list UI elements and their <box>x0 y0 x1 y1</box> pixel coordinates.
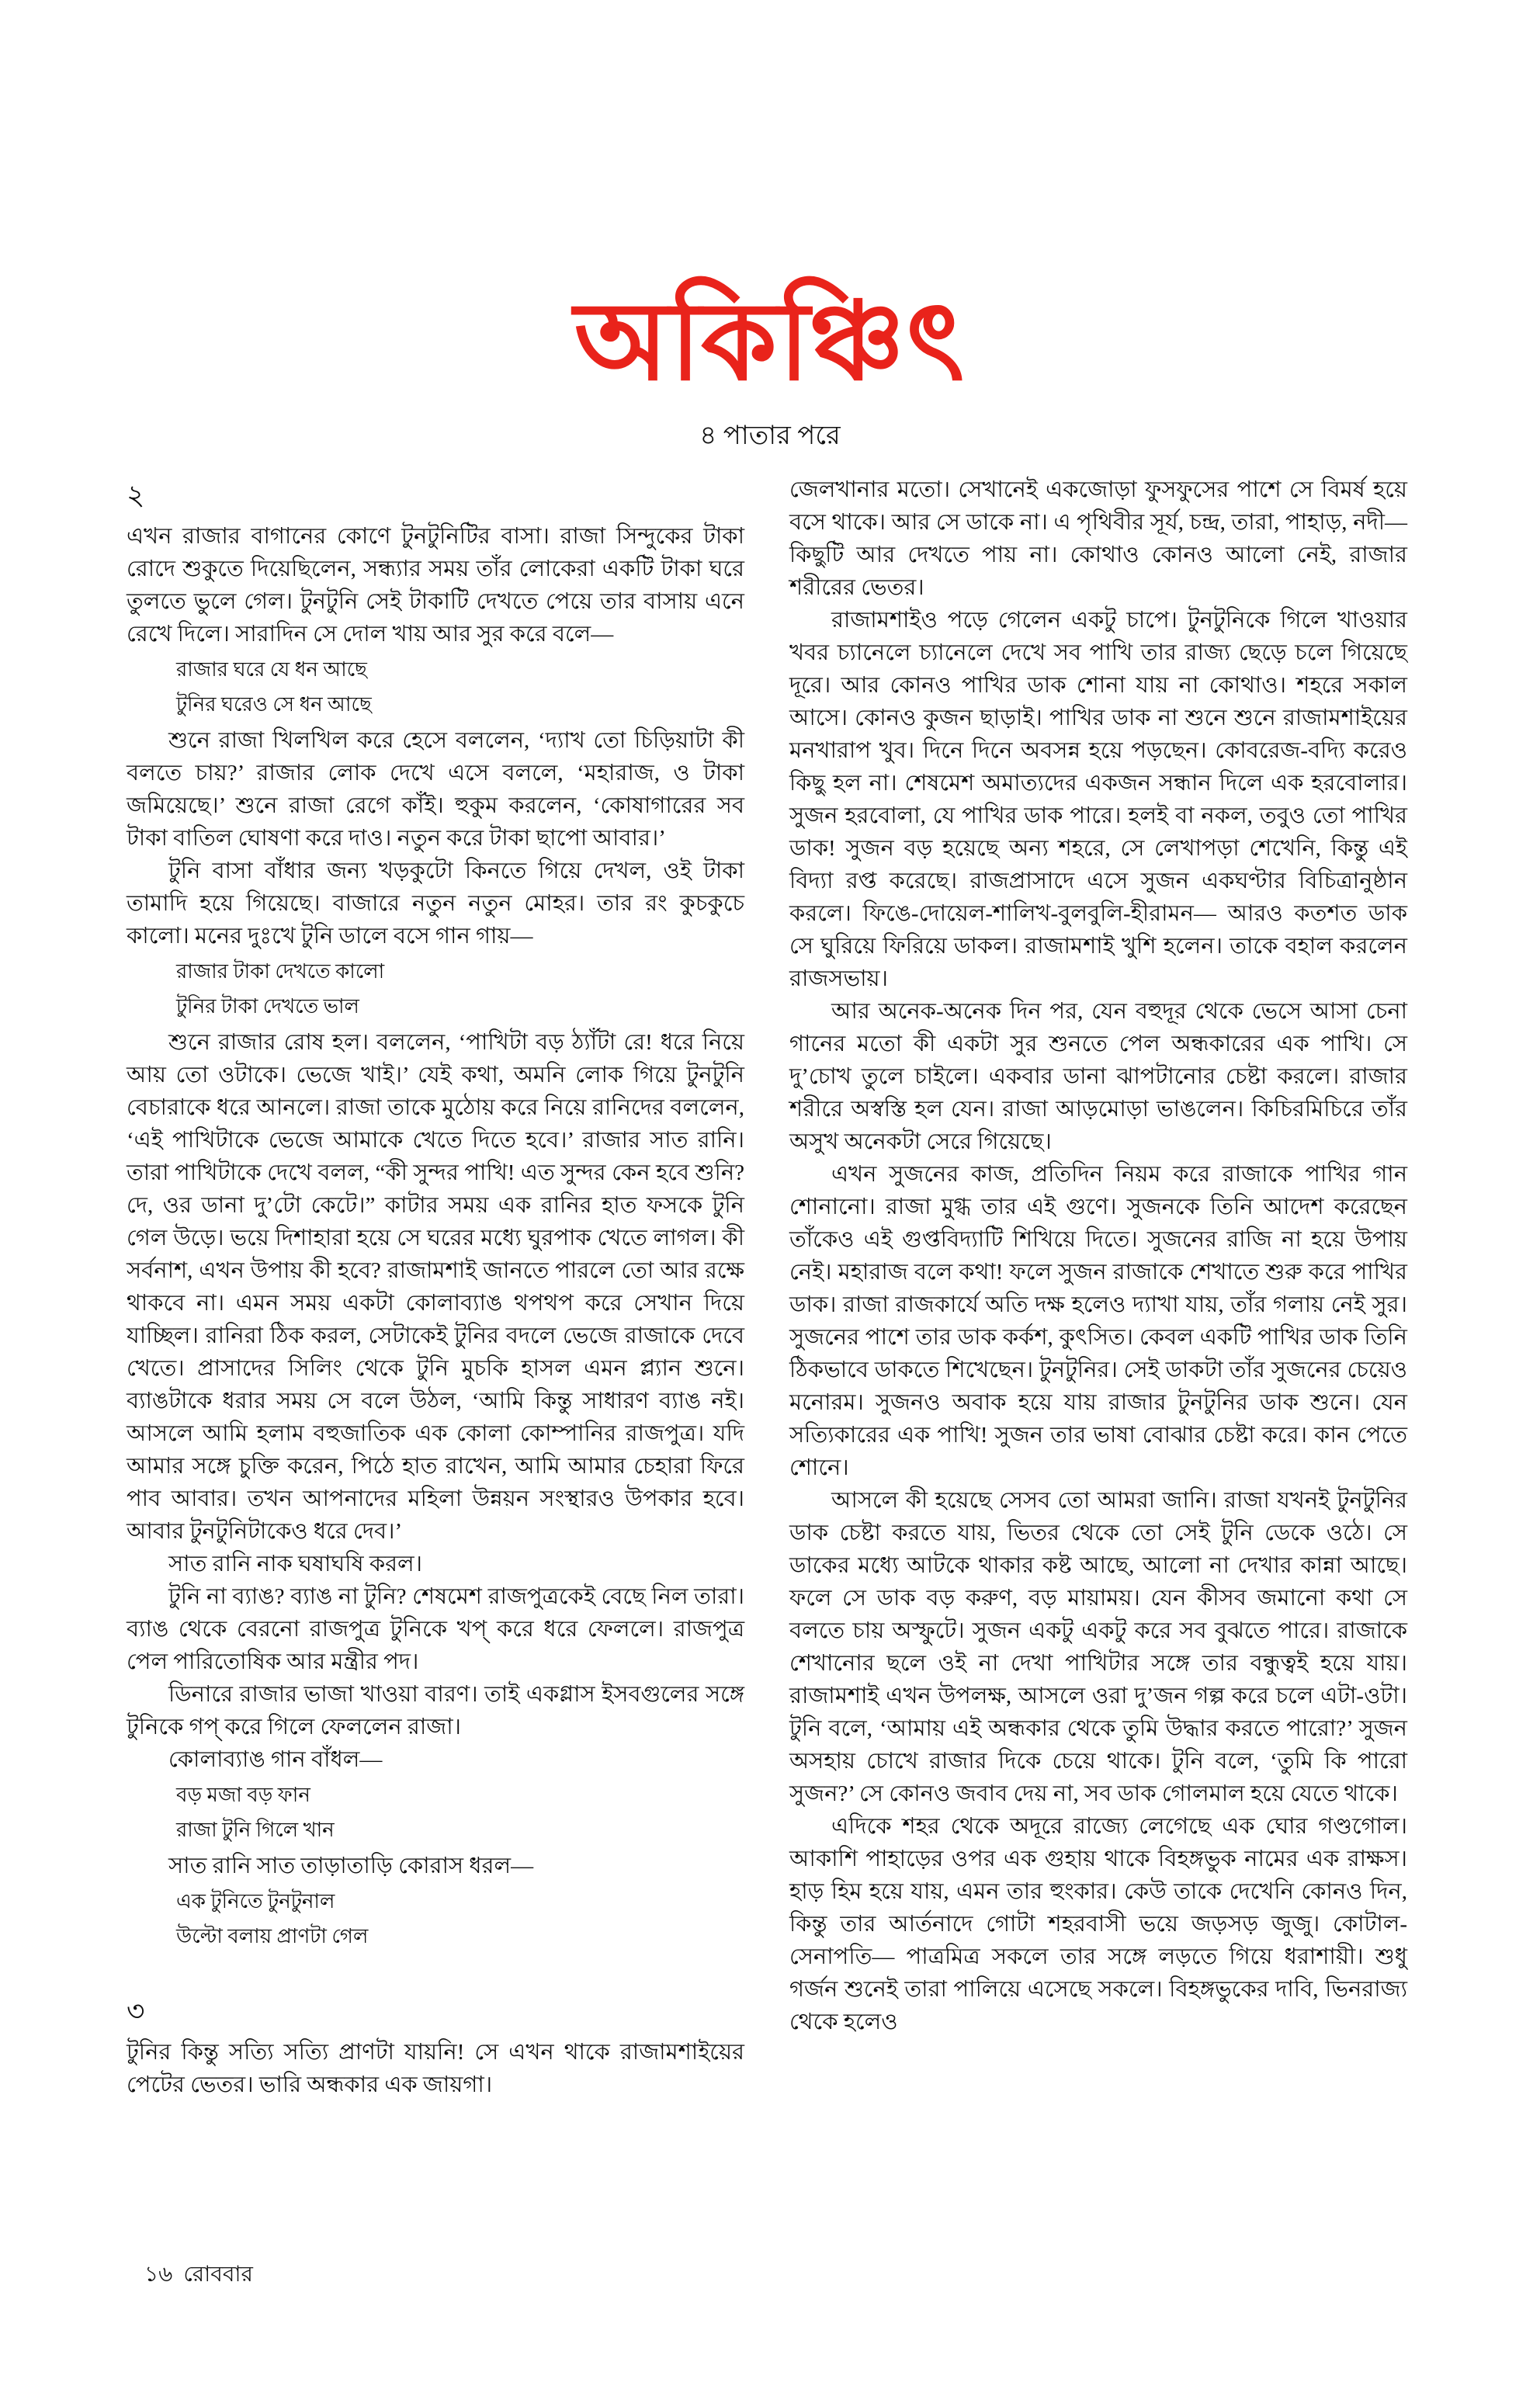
story-paragraph: টুনি বাসা বাঁধার জন্য খড়কুটো কিনতে গিয়ে দেখল, ওই টাকা তামাদি হয়ে গিয়েছে। বাজারে নতুন নতুন মোহর। তার রং কুচকুচে কালো। মনের দুঃখে টুনি ডালে বসে গান গায়— <box>127 858 744 949</box>
story-paragraph: সাত রানি নাক ঘষাঘষি করল। <box>168 1552 423 1576</box>
story-paragraph: রাজামশাইও পড়ে গেলেন একটু চাপে। টুনটুনিকে গিলে খাওয়ার খবর চ্যানেলে চ্যানেলে দেখে সব পাখি তার রাজ্য ছেড়ে চলে গিয়েছে দূরে। আর কোনও পাখির ডাক শোনা যায় না কোথাও। শহরে সকাল আসে। কোনও কুজন ছাড়াই। পাখির ডাক না শুনে শুনে রাজামশাইয়ের মনখারাপ খুব। দিনে দিনে অবসন্ন হয়ে পড়ছেন। কোবরেজ-বদ্যি করেও কিছু হল না। শেষমেশ অমাত্যদের একজন সন্ধান দিলে এক হরবোলার। সুজন হরবোলা, যে পাখির ডাক পারে। হলই বা নকল, তবুও তো পাখির ডাক! সুজন বড় হয়েছে অন্য শহরে, সে লেখাপড়া শেখেনি, কিন্তু এই বিদ্যা রপ্ত করেছে। রাজপ্রাসাদে এসে সুজন একঘণ্টার বিচিত্রানুষ্ঠান করলে। ফিঙে-দোয়েল-শালিখ-বুলবুলি-হীরামন— আরও কতশত ডাক সে ঘুরিয়ে ফিরিয়ে ডাকল। রাজামশাই খুশি হলেন। তাকে বহাল করলেন রাজসভায়। <box>789 608 1407 991</box>
right-column <box>789 473 1407 2101</box>
story-paragraph: এদিকে শহর থেকে অদূরে রাজ্যে লেগেছে এক ঘোর গণ্ডগোল। আকাশি পাহাড়ের ওপর এক গুহায় থাকে বিহঙ্গভুক নামের এক রাক্ষস। হাড় হিম হয়ে যায়, এমন তার হুংকার। কেউ তাকে দেখেনি কোনও দিন, কিন্তু তার আর্তনাদে গোটা শহরবাসী ভয়ে জড়সড় জুজু। কোটাল-সেনাপতি— পাত্রমিত্র সকলে তার সঙ্গে লড়তে গিয়ে ধরাশায়ী। শুধু গর্জন শুনেই তারা পালিয়ে এসেছে সকলে। বিহঙ্গভুকের দাবি, ভিনরাজ্য থেকে হলেও <box>789 1814 1407 2034</box>
story-paragraph: শুনে রাজা খিলখিল করে হেসে বললেন, ‘দ্যাখ তো চিড়িয়াটা কী বলতে চায়?’ রাজার লোক দেখে এসে বললে, ‘মহারাজ, ও টাকা জমিয়েছে।’ শুনে রাজা রেগে কাঁই। হুকুম করলেন, ‘কোষাগারের সব টাকা বাতিল ঘোষণা করে দাও। নতুন করে টাকা ছাপো আবার।’ <box>127 728 744 851</box>
verse-line: উল্টো বলায় প্রাণটা গেল <box>176 1925 369 1947</box>
section-number: ২ <box>127 480 145 511</box>
verse-line: রাজার টাকা দেখতে কালো <box>176 960 385 983</box>
magazine-label: রোববার <box>183 2263 253 2287</box>
continuation-note: ৪ পাতার পরে <box>699 421 841 450</box>
story-paragraph: টুনির কিন্তু সত্যি সত্যি প্রাণটা যায়নি! সে এখন থাকে রাজামশাইয়ের পেটের ভেতর। ভারি অন্ধকার এক জায়গা। <box>127 2040 744 2097</box>
left-column <box>127 473 744 2101</box>
story-paragraph: শুনে রাজার রোষ হল। বললেন, ‘পাখিটা বড় ঠ্যাঁটা রে! ধরে নিয়ে আয় তো ওটাকে। ভেজে খাই।’ যেই কথা, অমনি লোক গিয়ে টুনটুনি বেচারাকে ধরে আনলে। রাজা তাকে মুঠোয় করে নিয়ে রানিদের বললেন, ‘এই পাখিটাকে ভেজে আমাকে খেতে দিতে হবে।’ রাজার সাত রানি। তারা পাখিটাকে দেখে বলল, “কী সুন্দর পাখি! এত সুন্দর কেন হবে শুনি? দে, ওর ডানা দু’টো কেটে।” কাটার সময় এক রানির হাত ফসকে টুনি গেল উড়ে। ভয়ে দিশাহারা হয়ে সে ঘরের মধ্যে ঘুরপাক খেতে লাগল। কী সর্বনাশ, এখন উপায় কী হবে? রাজামশাই জানতে পারলে তো আর রক্ষে থাকবে না। এমন সময় একটা কোলাব্যাঙ থপথপ করে সেখান দিয়ে যাচ্ছিল। রানিরা ঠিক করল, সেটাকেই টুনির বদলে ভেজে রাজাকে দেবে খেতে। প্রাসাদের সিলিং থেকে টুনি মুচকি হাসল এমন প্ল্যান শুনে। ব্যাঙটাকে ধরার সময় সে বলে উঠল, ‘আমি কিন্তু সাধারণ ব্যাঙ নই। আসলে আমি হলাম বহুজাতিক এক কোলা কোম্পানির রাজপুত্র। যদি আমার সঙ্গে চুক্তি করেন, পিঠে হাত রাখেন, আমি আমার চেহারা ফিরে পাব আবার। তখন আপনাদের মহিলা উন্নয়ন সংস্থারও উপকার হবে। আবার টুনটুনিটাকেও ধরে দেব।’ <box>127 1030 744 1544</box>
page-title: অকিঞ্চিৎ <box>574 283 966 403</box>
story-paragraph: টুনি না ব্যাঙ? ব্যাঙ না টুনি? শেষমেশ রাজপুত্রকেই বেছে নিল তারা। ব্যাঙ থেকে বেরনো রাজপুত্র টুনিকে খপ্ করে ধরে ফেললে। রাজপুত্র পেল পারিতোষিক আর মন্ত্রীর পদ। <box>127 1584 744 1674</box>
story-paragraph: ডিনারে রাজার ভাজা খাওয়া বারণ। তাই একগ্লাস ইসবগুলের সঙ্গে টুনিকে গপ্ করে গিলে ফেললেন রাজা। <box>127 1682 744 1739</box>
story-paragraph: আসলে কী হয়েছে সেসব তো আমরা জানি। রাজা যখনই টুনটুনির ডাক চেষ্টা করতে যায়, ভিতর থেকে তো সেই টুনি ডেকে ওঠে। সে ডাকের মধ্যে আটকে থাকার কষ্ট আছে, আলো না দেখার কান্না আছে। ফলে সে ডাক বড় করুণ, বড় মায়াময়। যেন কীসব জমানো কথা সে বলতে চায় অস্ফুটে। সুজন একটু একটু করে সব বুঝতে পারে। রাজাকে শেখানোর ছলে ওই না দেখা পাখিটার সঙ্গে তার বন্ধুত্বই হয়ে যায়। রাজামশাই এখন উপলক্ষ, আসলে ওরা দু’জন গল্প করে চলে এটা-ওটা। টুনি বলে, ‘আমায় এই অন্ধকার থেকে তুমি উদ্ধার করতে পারো?’ সুজন অসহায় চোখে রাজার দিকে চেয়ে থাকে। টুনি বলে, ‘তুমি কি পারো সুজন?’ সে কোনও জবাব দেয় না, সব ডাক গোলমাল হয়ে যেতে থাকে। <box>789 1488 1408 1806</box>
section-number: ৩ <box>127 1996 145 2027</box>
story-paragraph: আর অনেক-অনেক দিন পর, যেন বহুদূর থেকে ভেসে আসা চেনা গানের মতো কী একটা সুর শুনতে পেল অন্ধকারের এক পাখি। সে দু’চোখ তুলে চাইলে। একবার ডানা ঝাপটানোর চেষ্টা করলে। রাজার শরীরে অস্বস্তি হল যেন। রাজা আড়মোড়া ভাঙলেন। কিচিরমিচিরে তাঁর অসুখ অনেকটা সেরে গিয়েছে। <box>789 999 1407 1154</box>
story-paragraph: কোলাব্যাঙ গান বাঁধল— <box>168 1747 383 1772</box>
story-paragraph: জেলখানার মতো। সেখানেই একজোড়া ফুসফুসের পাশে সে বিমর্ষ হয়ে বসে থাকে। আর সে ডাকে না। এ পৃথিবীর সূর্য, চন্দ্র, তারা, পাহাড়, নদী— কিছুটি আর দেখতে পায় না। কোথাও কোনও আলো নেই, রাজার শরীরের ভেতর। <box>789 477 1407 600</box>
verse-line: বড় মজা বড় ফান <box>176 1784 310 1806</box>
story-paragraph: এখন রাজার বাগানের কোণে টুনটুনিটির বাসা। রাজা সিন্দুকের টাকা রোদে শুকুতে দিয়েছিলেন, সন্ধ্যার সময় তাঁর লোকেরা একটি টাকা ঘরে তুলতে ভুলে গেল। টুনটুনি সেই টাকাটি দেখতে পেয়ে তার বাসায় এনে রেখে দিলে। সারাদিন সে দোল খায় আর সুর করে বলে— <box>127 524 744 647</box>
story-paragraph: এখন সুজনের কাজ, প্রতিদিন নিয়ম করে রাজাকে পাখির গান শোনানো। রাজা মুগ্ধ তার এই গুণে। সুজনকে তিনি আদেশ করেছেন তাঁকেও এই গুপ্তবিদ্যাটি শিখিয়ে দিতে। সুজনের রাজি না হয়ে উপায় নেই। মহারাজ বলে কথা! ফলে সুজন রাজাকে শেখাতে শুরু করে পাখির ডাক। রাজা রাজকার্যে অতি দক্ষ হলেও দ্যাখা যায়, তাঁর গলায় নেই সুর। সুজনের পাশে তার ডাক কর্কশ, কুৎসিত। কেবল একটি পাখির ডাক তিনি ঠিকভাবে ডাকতে শিখেছেন। টুনটুনির। সেই ডাকটা তাঁর সুজনের চেয়েও মনোরম। সুজনও অবাক হয়ে যায় রাজার টুনটুনির ডাক শুনে। যেন সত্যিকারের এক পাখি! সুজন তার ভাষা বোঝার চেষ্টা করে। কান পেতে শোনে। <box>789 1162 1407 1480</box>
story-columns <box>127 473 1407 2101</box>
page-number: ১৬ <box>144 2263 173 2287</box>
verse-line: টুনির টাকা দেখতে ভাল <box>176 995 359 1018</box>
page-footer <box>144 2257 253 2294</box>
verse-line: রাজার ঘরে যে ধন আছে <box>176 658 367 681</box>
masthead <box>0 283 1540 403</box>
verse-line: টুনির ঘরেও সে ধন আছে <box>176 693 372 716</box>
verse-line: রাজা টুনি গিলে খান <box>176 1819 335 1841</box>
verse-line: এক টুনিতে টুনটুনাল <box>176 1890 335 1913</box>
story-paragraph: সাত রানি সাত তাড়াতাড়ি কোরাস ধরল— <box>168 1854 534 1878</box>
